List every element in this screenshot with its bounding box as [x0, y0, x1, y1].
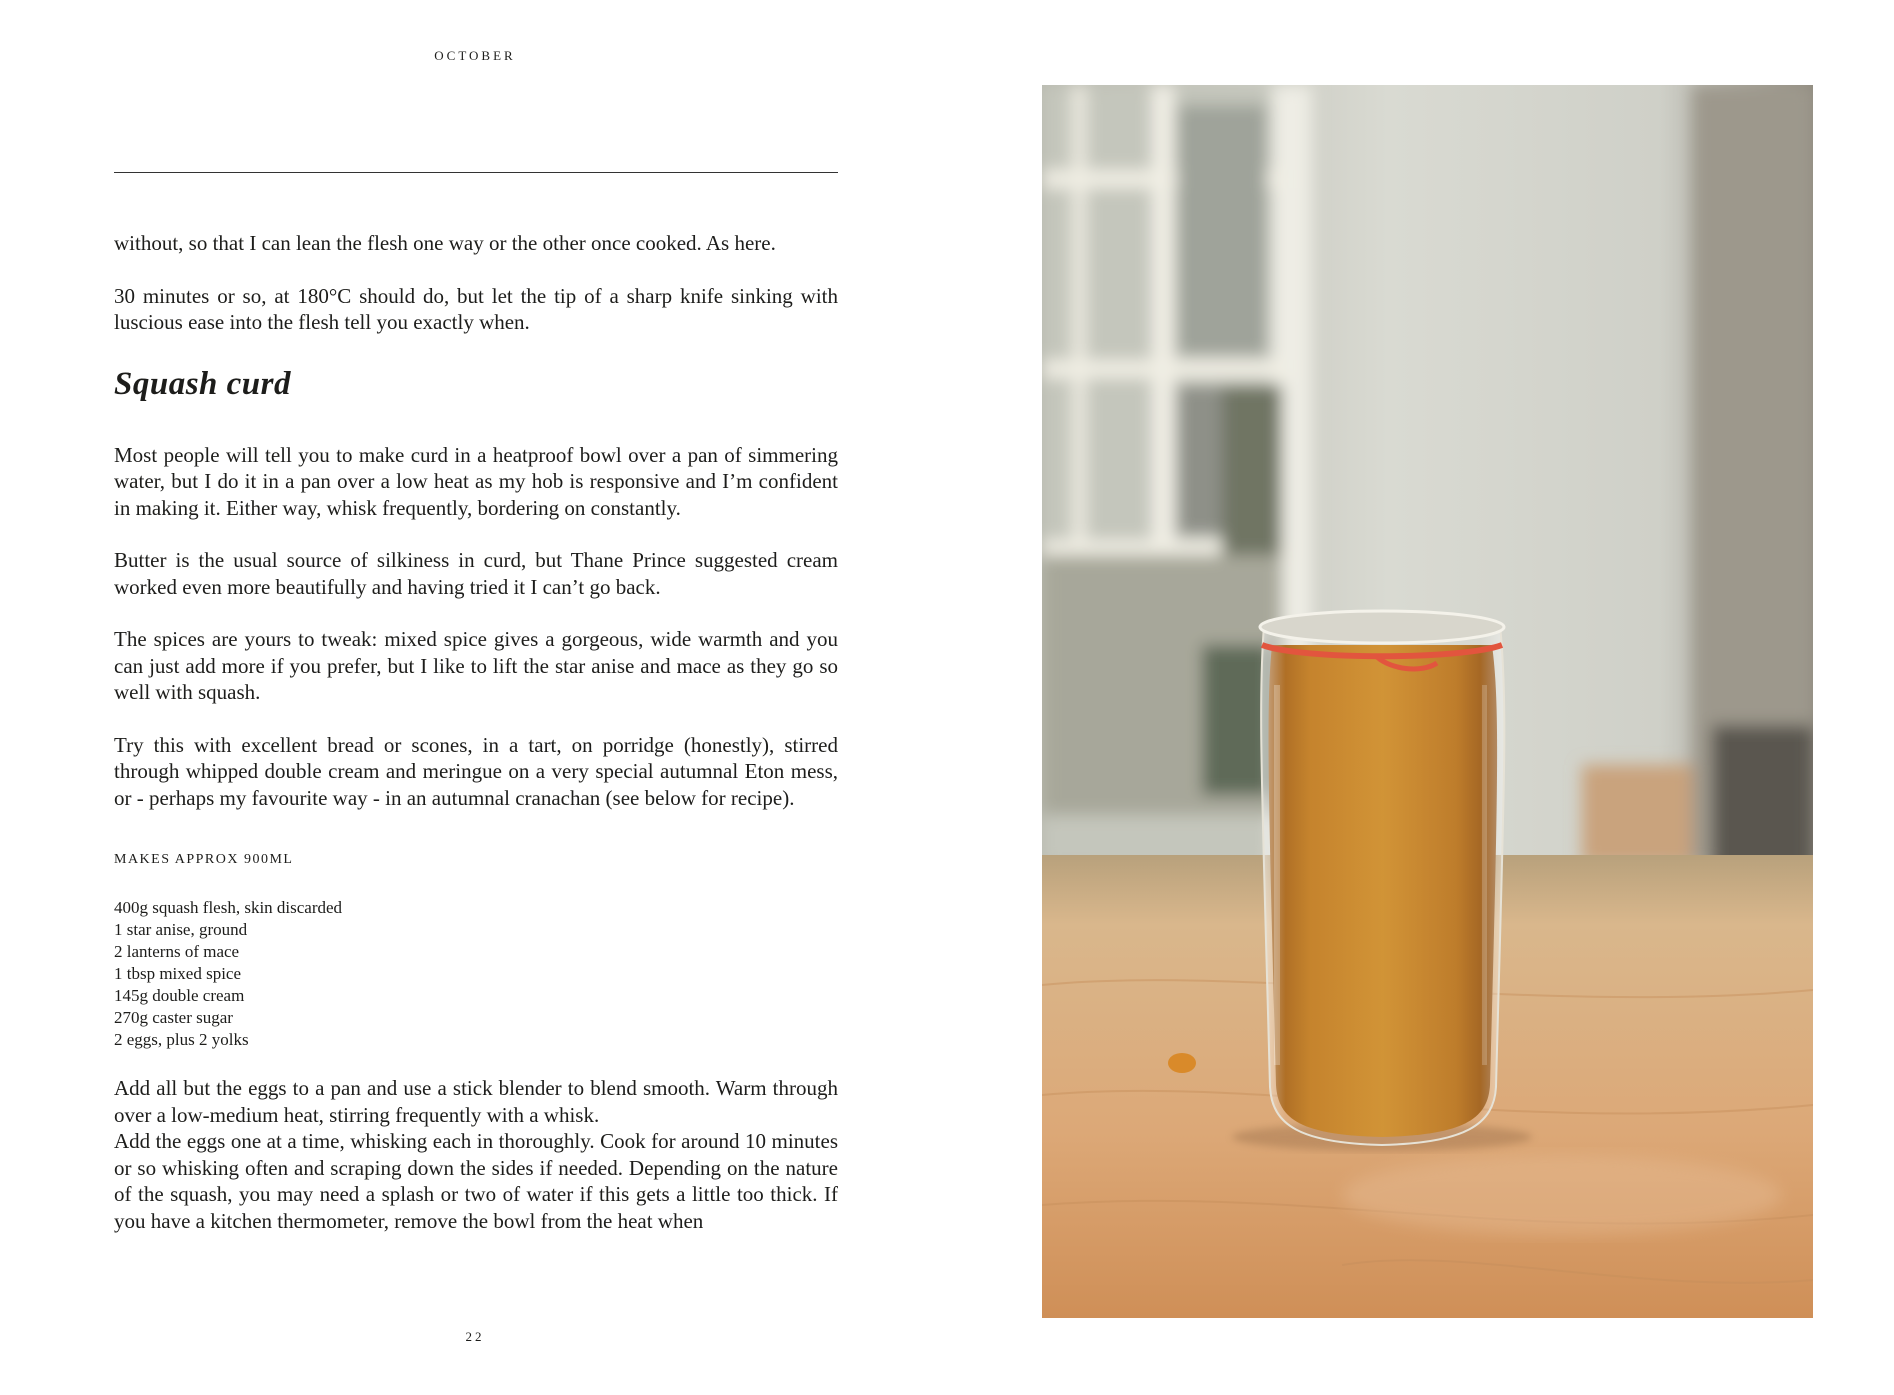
intro-paragraph: 30 minutes or so, at 180°C should do, but let the tip of a sharp knife sinking with luscious ease into the flesh tell you exactly when.	[114, 283, 838, 334]
recipe-title: Squash curd	[114, 365, 291, 402]
recipe-paragraph: Butter is the usual source of silkiness in curd, but Thane Prince suggested cream worked even more beautifully and having tried it I can’t go back.	[114, 548, 838, 599]
method-text	[114, 1075, 838, 1234]
method-step: Add the eggs one at a time, whisking each in thoroughly. Cook for around 10 minutes or so whisking often and scraping down the sides if needed. Depending on the nature of the squash, you may need a splash or two of water if this gets a little too thick. If you have a kitchen thermometer, remove the bowl from the heat when	[114, 1129, 838, 1233]
recipe-paragraph: The spices are yours to tweak: mixed spice gives a gorgeous, wide warmth and you can just add more if you prefer, but I like to lift the star anise and mace as they go so well with squash.	[114, 627, 838, 704]
squash-curd-jar-photo	[1042, 85, 1813, 1318]
body-text	[114, 230, 838, 1234]
spacer	[114, 811, 838, 849]
running-head: OCTOBER	[434, 48, 516, 63]
ingredient-item: 2 eggs, plus 2 yolks	[114, 1030, 249, 1049]
ingredient-item: 1 tbsp mixed spice	[114, 964, 242, 983]
header-rule	[114, 172, 838, 173]
ingredient-item: 400g squash flesh, skin discarded	[114, 898, 343, 917]
ingredient-item: 2 lanterns of mace	[114, 942, 240, 961]
recipe-paragraph: Try this with excellent bread or scones, in a tart, on porridge (honestly), stirred through whipped double cream and meringue on a very special autumnal Eton mess, or - perhaps my favourite way - in an autumnal cranachan (see below for recipe).	[114, 732, 838, 810]
ingredient-item: 270g caster sugar	[114, 1008, 233, 1027]
method-step: Add all but the eggs to a pan and use a stick blender to blend smooth. Warm through over a low-medium heat, stirring frequently with a whisk.	[114, 1076, 838, 1127]
ingredient-list	[114, 897, 838, 1051]
intro-paragraph: without, so that I can lean the flesh one way or the other once cooked. As here.	[114, 231, 776, 255]
recipe-yield: MAKES APPROX 900ML	[114, 852, 294, 867]
ingredient-item: 145g double cream	[114, 986, 245, 1005]
ingredient-item: 1 star anise, ground	[114, 920, 248, 939]
page-number: 22	[465, 1329, 485, 1344]
recipe-paragraph: Most people will tell you to make curd in a heatproof bowl over a pan of simmering water, but I do it in a pan over a low heat as my hob is responsive and I’m confident in making it. Either way, whisk frequently, bordering on constantly.	[114, 442, 838, 520]
